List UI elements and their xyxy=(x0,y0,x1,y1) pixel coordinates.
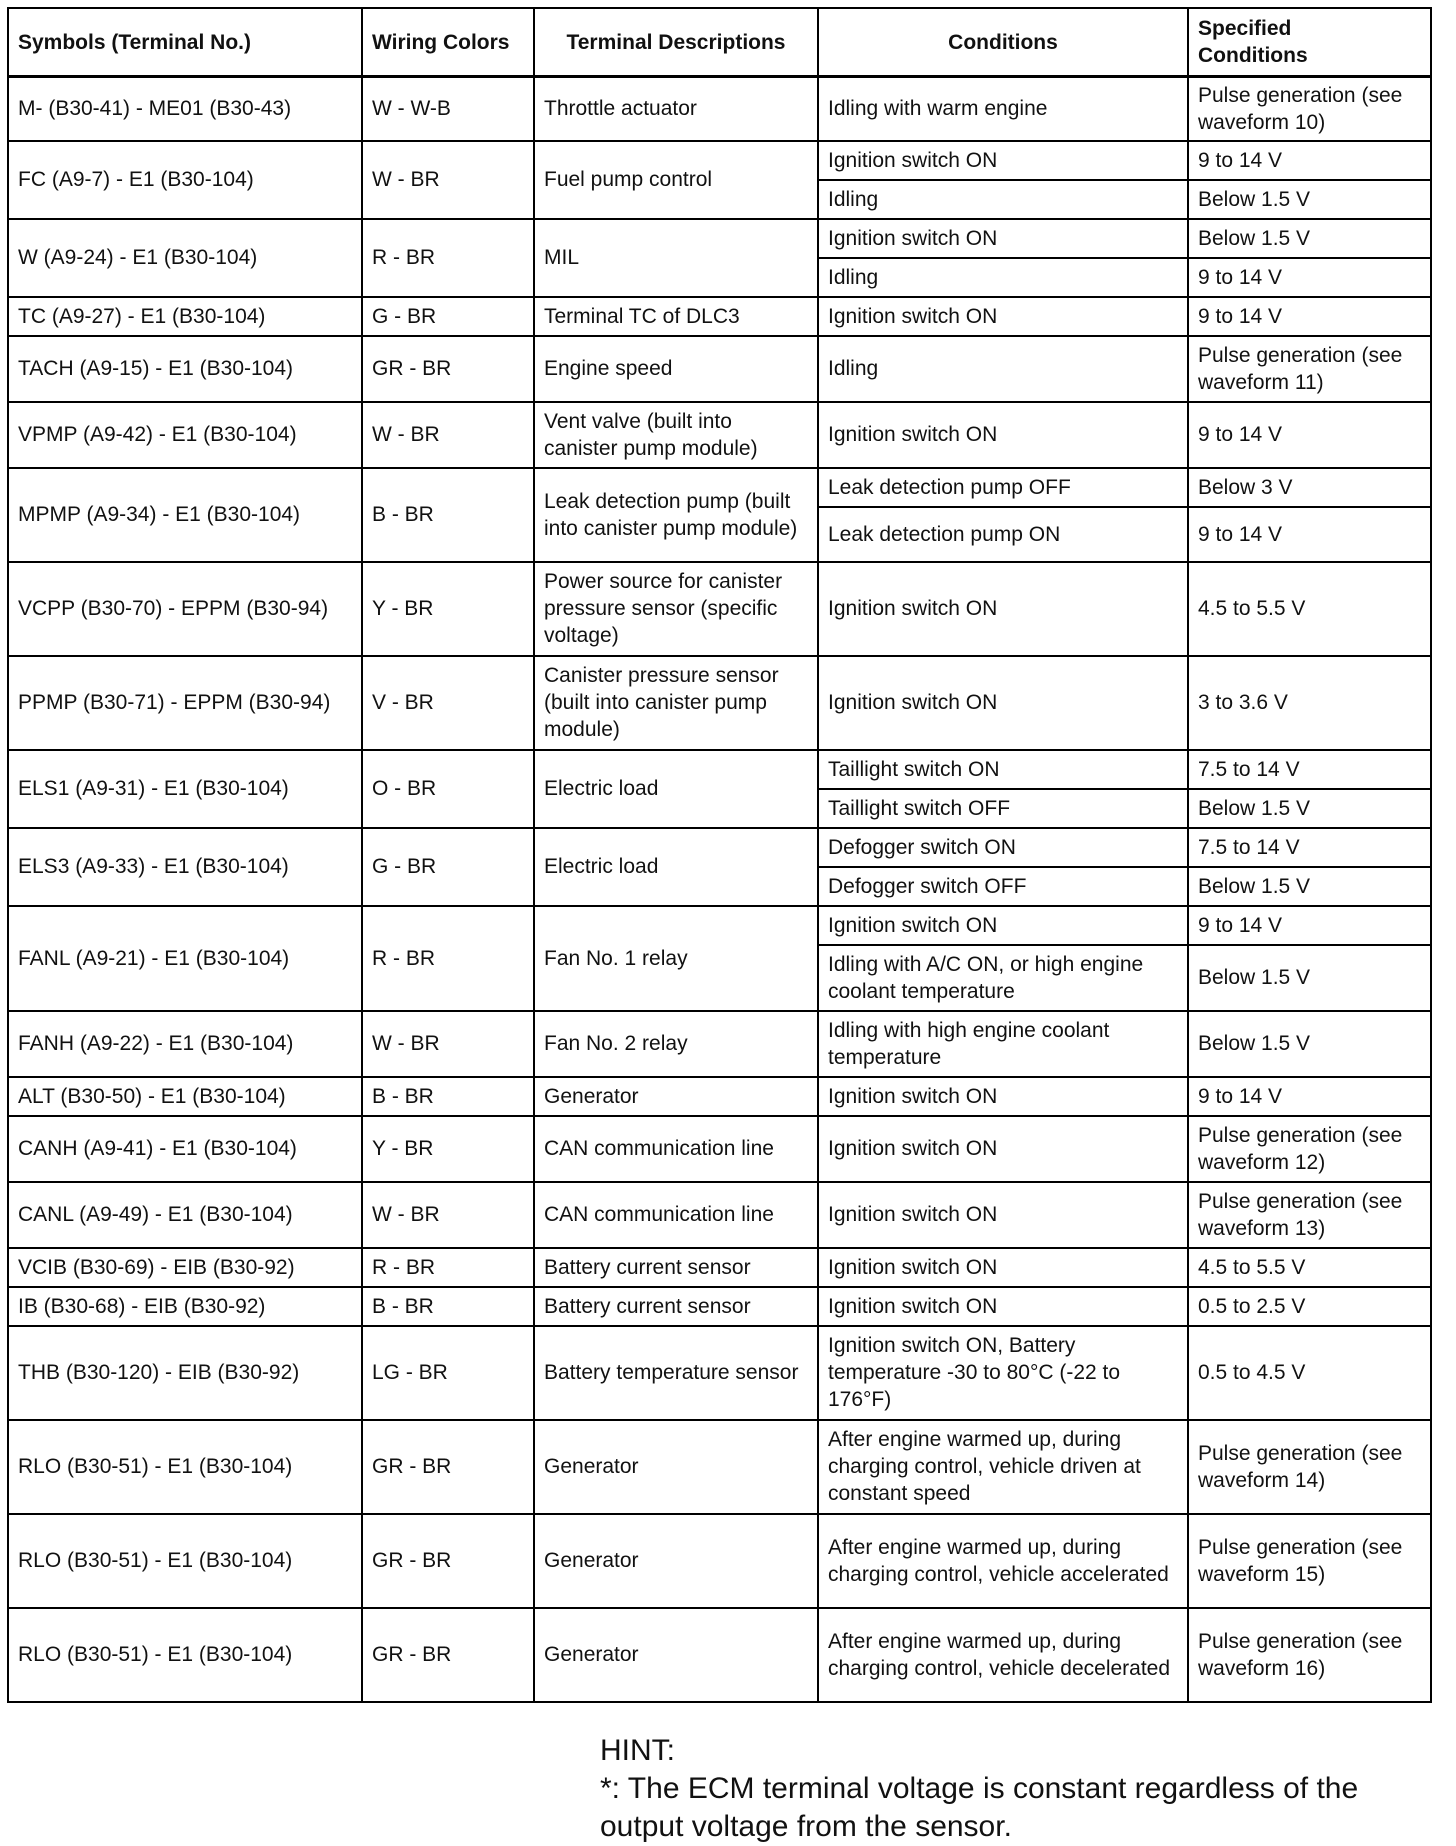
terminal-description-cell: Electric load xyxy=(534,750,818,828)
condition-cell: Taillight switch OFF xyxy=(818,789,1188,828)
symbol-cell: RLO (B30-51) - E1 (B30-104) xyxy=(8,1514,362,1608)
wiring-color-cell: G - BR xyxy=(362,828,534,906)
table-row xyxy=(8,141,1431,180)
condition-cell: Ignition switch ON, Battery temperature -30 to 80°C (-22 to 176°F) xyxy=(818,1326,1188,1420)
condition-cell: Idling xyxy=(818,180,1188,219)
wiring-color-cell: GR - BR xyxy=(362,1608,534,1702)
wiring-color-cell: W - BR xyxy=(362,1011,534,1077)
wiring-color-cell: B - BR xyxy=(362,1077,534,1116)
terminal-description-cell: Canister pressure sensor (built into canister pump module) xyxy=(534,656,818,750)
terminal-description-cell: Throttle actuator xyxy=(534,77,818,141)
wiring-color-cell: G - BR xyxy=(362,297,534,336)
symbol-cell: TC (A9-27) - E1 (B30-104) xyxy=(8,297,362,336)
condition-cell: Ignition switch ON xyxy=(818,402,1188,468)
wiring-color-cell: W - BR xyxy=(362,1182,534,1248)
specified-condition-cell: 9 to 14 V xyxy=(1188,507,1431,562)
terminal-description-cell: Generator xyxy=(534,1077,818,1116)
condition-cell: Ignition switch ON xyxy=(818,562,1188,656)
specified-condition-cell: Pulse generation (see waveform 15) xyxy=(1188,1514,1431,1608)
symbol-cell: W (A9-24) - E1 (B30-104) xyxy=(8,219,362,297)
specified-condition-cell: Below 1.5 V xyxy=(1188,945,1431,1011)
table-row xyxy=(8,1420,1431,1514)
hint-text: *: The ECM terminal voltage is constant regardless of the output voltage from the sensor. xyxy=(600,1772,1359,1843)
wiring-color-cell: B - BR xyxy=(362,468,534,562)
specified-condition-cell: 9 to 14 V xyxy=(1188,258,1431,297)
table-row xyxy=(8,1514,1431,1608)
wiring-color-cell: LG - BR xyxy=(362,1326,534,1420)
condition-cell: Defogger switch ON xyxy=(818,828,1188,867)
specified-condition-cell: Below 1.5 V xyxy=(1188,219,1431,258)
wiring-color-cell: B - BR xyxy=(362,1287,534,1326)
specified-condition-cell: 7.5 to 14 V xyxy=(1188,750,1431,789)
condition-cell: Idling xyxy=(818,336,1188,402)
header-symbols: Symbols (Terminal No.) xyxy=(8,8,362,77)
specified-condition-cell: Below 1.5 V xyxy=(1188,789,1431,828)
symbol-cell: TACH (A9-15) - E1 (B30-104) xyxy=(8,336,362,402)
specified-condition-cell: 3 to 3.6 V xyxy=(1188,656,1431,750)
condition-cell: After engine warmed up, during charging control, vehicle decelerated xyxy=(818,1608,1188,1702)
wiring-color-cell: R - BR xyxy=(362,219,534,297)
table-row xyxy=(8,1116,1431,1182)
symbol-cell: PPMP (B30-71) - EPPM (B30-94) xyxy=(8,656,362,750)
table-row xyxy=(8,219,1431,258)
header-specified-conditions xyxy=(1188,8,1431,77)
condition-cell: Ignition switch ON xyxy=(818,1248,1188,1287)
condition-cell: Ignition switch ON xyxy=(818,1182,1188,1248)
table-row xyxy=(8,750,1431,789)
specified-condition-cell: 9 to 14 V xyxy=(1188,402,1431,468)
symbol-cell: ALT (B30-50) - E1 (B30-104) xyxy=(8,1077,362,1116)
specified-condition-cell: 9 to 14 V xyxy=(1188,1077,1431,1116)
specified-condition-cell: Below 1.5 V xyxy=(1188,867,1431,906)
condition-cell: Taillight switch ON xyxy=(818,750,1188,789)
table-row xyxy=(8,402,1431,468)
terminal-description-cell: MIL xyxy=(534,219,818,297)
condition-cell: Idling with warm engine xyxy=(818,77,1188,141)
table-row xyxy=(8,1248,1431,1287)
specified-condition-cell: 9 to 14 V xyxy=(1188,297,1431,336)
table-row xyxy=(8,828,1431,867)
wiring-color-cell: V - BR xyxy=(362,656,534,750)
symbol-cell: THB (B30-120) - EIB (B30-92) xyxy=(8,1326,362,1420)
table-row xyxy=(8,468,1431,507)
condition-cell: Ignition switch ON xyxy=(818,1077,1188,1116)
specified-condition-cell: Pulse generation (see waveform 10) xyxy=(1188,77,1431,141)
specified-condition-cell: 7.5 to 14 V xyxy=(1188,828,1431,867)
specified-condition-cell: 9 to 14 V xyxy=(1188,141,1431,180)
symbol-cell: FC (A9-7) - E1 (B30-104) xyxy=(8,141,362,219)
terminal-description-cell: Generator xyxy=(534,1514,818,1608)
symbol-cell: FANL (A9-21) - E1 (B30-104) xyxy=(8,906,362,1011)
terminal-description-cell: Battery temperature sensor xyxy=(534,1326,818,1420)
wiring-color-cell: R - BR xyxy=(362,1248,534,1287)
terminal-description-cell: Vent valve (built into canister pump module) xyxy=(534,402,818,468)
table-row xyxy=(8,1608,1431,1702)
symbol-cell: VPMP (A9-42) - E1 (B30-104) xyxy=(8,402,362,468)
terminal-description-cell: CAN communication line xyxy=(534,1182,818,1248)
terminal-description-cell: Fan No. 2 relay xyxy=(534,1011,818,1077)
condition-cell: Ignition switch ON xyxy=(818,656,1188,750)
symbol-cell: VCIB (B30-69) - EIB (B30-92) xyxy=(8,1248,362,1287)
condition-cell: Leak detection pump OFF xyxy=(818,468,1188,507)
specified-condition-cell: Below 1.5 V xyxy=(1188,1011,1431,1077)
terminal-description-cell: Leak detection pump (built into canister pump module) xyxy=(534,468,818,562)
specified-condition-cell: 0.5 to 2.5 V xyxy=(1188,1287,1431,1326)
specified-condition-cell: Below 1.5 V xyxy=(1188,180,1431,219)
condition-cell: Defogger switch OFF xyxy=(818,867,1188,906)
table-body xyxy=(8,77,1431,1702)
header-specified-line1: Specified xyxy=(1198,17,1292,40)
header-wiring-colors: Wiring Colors xyxy=(362,8,534,77)
wiring-color-cell: GR - BR xyxy=(362,1514,534,1608)
condition-cell: Ignition switch ON xyxy=(818,1116,1188,1182)
terminal-description-cell: Generator xyxy=(534,1608,818,1702)
symbol-cell: VCPP (B30-70) - EPPM (B30-94) xyxy=(8,562,362,656)
condition-cell: Idling xyxy=(818,258,1188,297)
wiring-color-cell: GR - BR xyxy=(362,336,534,402)
specified-condition-cell: Pulse generation (see waveform 13) xyxy=(1188,1182,1431,1248)
terminal-description-cell: Generator xyxy=(534,1420,818,1514)
specified-condition-cell: Below 3 V xyxy=(1188,468,1431,507)
table-row xyxy=(8,1182,1431,1248)
symbol-cell: ELS3 (A9-33) - E1 (B30-104) xyxy=(8,828,362,906)
condition-cell: Ignition switch ON xyxy=(818,141,1188,180)
symbol-cell: CANH (A9-41) - E1 (B30-104) xyxy=(8,1116,362,1182)
wiring-color-cell: W - BR xyxy=(362,402,534,468)
specified-condition-cell: 0.5 to 4.5 V xyxy=(1188,1326,1431,1420)
table-row xyxy=(8,1077,1431,1116)
specified-condition-cell: 9 to 14 V xyxy=(1188,906,1431,945)
table-row xyxy=(8,1326,1431,1420)
wiring-color-cell: W - BR xyxy=(362,141,534,219)
table-row xyxy=(8,562,1431,656)
specified-condition-cell: Pulse generation (see waveform 11) xyxy=(1188,336,1431,402)
condition-cell: After engine warmed up, during charging control, vehicle driven at constant speed xyxy=(818,1420,1188,1514)
wiring-color-cell: O - BR xyxy=(362,750,534,828)
symbol-cell: RLO (B30-51) - E1 (B30-104) xyxy=(8,1608,362,1702)
wiring-color-cell: Y - BR xyxy=(362,1116,534,1182)
condition-cell: After engine warmed up, during charging control, vehicle accelerated xyxy=(818,1514,1188,1608)
specified-condition-cell: Pulse generation (see waveform 12) xyxy=(1188,1116,1431,1182)
symbol-cell: IB (B30-68) - EIB (B30-92) xyxy=(8,1287,362,1326)
table-row xyxy=(8,1287,1431,1326)
header-conditions: Conditions xyxy=(818,8,1188,77)
condition-cell: Ignition switch ON xyxy=(818,297,1188,336)
terminal-description-cell: Terminal TC of DLC3 xyxy=(534,297,818,336)
table-row xyxy=(8,1011,1431,1077)
specified-condition-cell: Pulse generation (see waveform 16) xyxy=(1188,1608,1431,1702)
condition-cell: Ignition switch ON xyxy=(818,219,1188,258)
condition-cell: Ignition switch ON xyxy=(818,1287,1188,1326)
wiring-color-cell: GR - BR xyxy=(362,1420,534,1514)
table-row xyxy=(8,906,1431,945)
specified-condition-cell: Pulse generation (see waveform 14) xyxy=(1188,1420,1431,1514)
symbol-cell: M- (B30-41) - ME01 (B30-43) xyxy=(8,77,362,141)
symbol-cell: CANL (A9-49) - E1 (B30-104) xyxy=(8,1182,362,1248)
table-row xyxy=(8,336,1431,402)
terminal-description-cell: Fuel pump control xyxy=(534,141,818,219)
table-row xyxy=(8,77,1431,141)
condition-cell: Idling with A/C ON, or high engine coolant temperature xyxy=(818,945,1188,1011)
condition-cell: Idling with high engine coolant temperature xyxy=(818,1011,1188,1077)
terminal-description-cell: Electric load xyxy=(534,828,818,906)
terminal-description-cell: Battery current sensor xyxy=(534,1248,818,1287)
table-header-row xyxy=(8,8,1431,77)
symbol-cell: RLO (B30-51) - E1 (B30-104) xyxy=(8,1420,362,1514)
condition-cell: Ignition switch ON xyxy=(818,906,1188,945)
terminal-description-cell: Power source for canister pressure sensor (specific voltage) xyxy=(534,562,818,656)
wiring-color-cell: R - BR xyxy=(362,906,534,1011)
terminal-description-cell: CAN communication line xyxy=(534,1116,818,1182)
specified-condition-cell: 4.5 to 5.5 V xyxy=(1188,1248,1431,1287)
hint-note xyxy=(600,1732,1420,1846)
symbol-cell: MPMP (A9-34) - E1 (B30-104) xyxy=(8,468,362,562)
wiring-color-cell: W - W-B xyxy=(362,77,534,141)
table-row xyxy=(8,656,1431,750)
symbol-cell: ELS1 (A9-31) - E1 (B30-104) xyxy=(8,750,362,828)
header-terminal-descriptions: Terminal Descriptions xyxy=(534,8,818,77)
terminal-description-cell: Engine speed xyxy=(534,336,818,402)
terminal-table xyxy=(7,7,1432,1703)
table-row xyxy=(8,297,1431,336)
wiring-color-cell: Y - BR xyxy=(362,562,534,656)
terminal-description-cell: Battery current sensor xyxy=(534,1287,818,1326)
specified-condition-cell: 4.5 to 5.5 V xyxy=(1188,562,1431,656)
hint-title: HINT: xyxy=(600,1734,675,1767)
condition-cell: Leak detection pump ON xyxy=(818,507,1188,562)
symbol-cell: FANH (A9-22) - E1 (B30-104) xyxy=(8,1011,362,1077)
terminal-description-cell: Fan No. 1 relay xyxy=(534,906,818,1011)
header-specified-line2: Conditions xyxy=(1198,44,1308,67)
